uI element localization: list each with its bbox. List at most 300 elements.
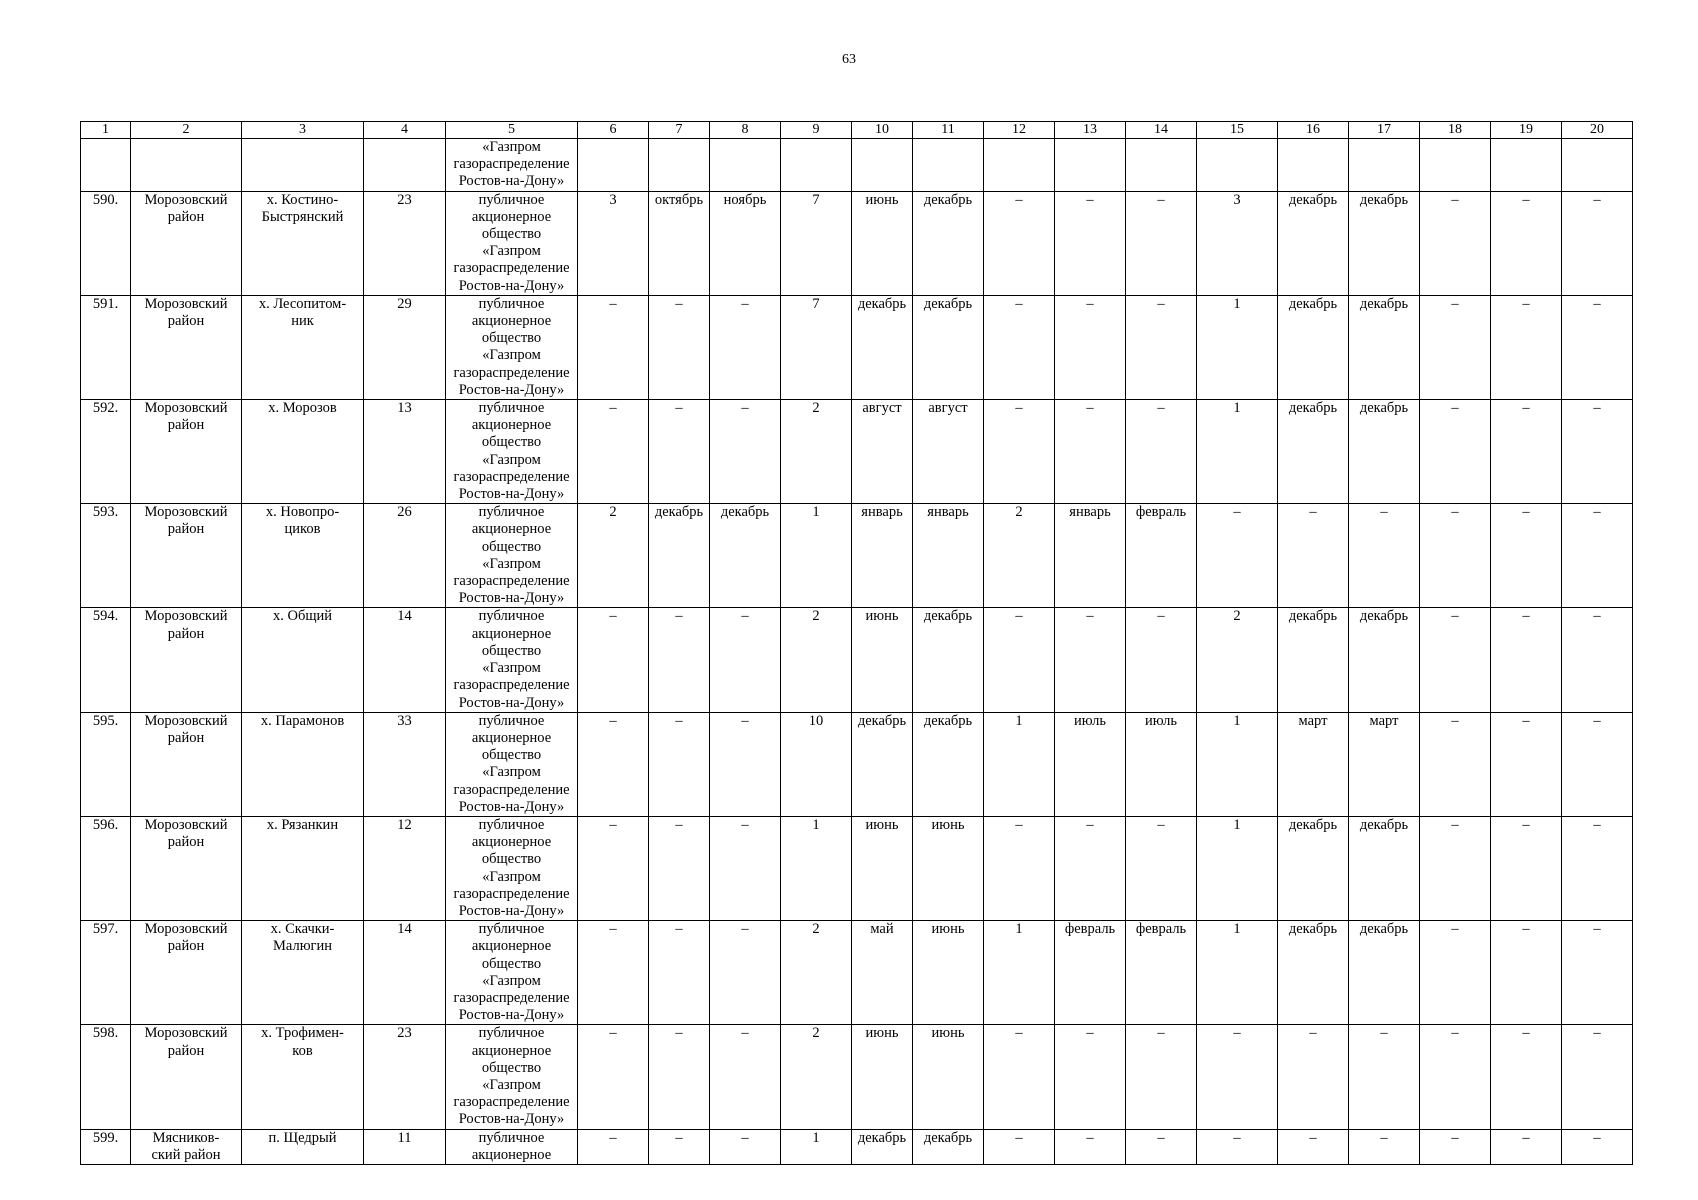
- cell-line: Морозовский: [144, 1025, 228, 1042]
- cell-col-14: –: [1126, 608, 1197, 712]
- count-cell: 12: [364, 816, 446, 920]
- cell-col-8: –: [710, 400, 781, 504]
- cell-col-17: декабрь: [1349, 400, 1420, 504]
- cell-line: газораспределение: [453, 156, 570, 173]
- cell-col-15: –: [1197, 504, 1278, 608]
- cell-line: общество: [481, 1059, 542, 1076]
- cell-col-16: декабрь: [1278, 816, 1349, 920]
- cell-line: акционерное: [471, 208, 552, 225]
- cell-line: район: [167, 208, 205, 225]
- cell-col-9: 7: [781, 295, 852, 399]
- cell-col-20: –: [1562, 295, 1633, 399]
- settlement-cell: [242, 712, 364, 816]
- district-cell: [131, 816, 242, 920]
- district-cell: [131, 712, 242, 816]
- cell-line: Малюгин: [273, 938, 332, 955]
- cell-line: общество: [481, 955, 542, 972]
- cell-col-17: декабрь: [1349, 191, 1420, 295]
- cell-line: «Газпром: [482, 764, 541, 781]
- column-header-13: 13: [1055, 122, 1126, 139]
- cell-col-15: 3: [1197, 191, 1278, 295]
- cell-col-11: август: [913, 400, 984, 504]
- cell-col-7: –: [649, 816, 710, 920]
- district-cell: [131, 504, 242, 608]
- cell-line: акционерное: [471, 834, 552, 851]
- cell-col-11: июнь: [913, 816, 984, 920]
- cell-line: Ростов-на-Дону»: [458, 277, 565, 294]
- cell-line: общество: [481, 747, 542, 764]
- column-header-7: 7: [649, 122, 710, 139]
- column-header-15: 15: [1197, 122, 1278, 139]
- cell-col-18: –: [1420, 1129, 1491, 1164]
- cell-col-16: [1278, 139, 1349, 192]
- cell-col-9: [781, 139, 852, 192]
- cell-col-12: –: [984, 608, 1055, 712]
- row-number: 593.: [81, 504, 131, 608]
- cell-col-6: [578, 139, 649, 192]
- column-header-19: 19: [1491, 122, 1562, 139]
- cell-line: ков: [292, 1042, 313, 1059]
- cell-col-13: –: [1055, 295, 1126, 399]
- cell-line: «Газпром: [482, 451, 541, 468]
- count-cell: 11: [364, 1129, 446, 1164]
- cell-col-5: [446, 139, 578, 192]
- cell-line: «Газпром: [482, 972, 541, 989]
- cell-line: Быстрянский: [261, 208, 344, 225]
- cell-col-19: –: [1491, 400, 1562, 504]
- row-number: 597.: [81, 921, 131, 1025]
- cell-line: газораспределение: [453, 1094, 570, 1111]
- cell-col-19: –: [1491, 295, 1562, 399]
- cell-line: газораспределение: [453, 677, 570, 694]
- cell-line: х. Скачки-: [270, 921, 335, 938]
- cell-col-15: 2: [1197, 608, 1278, 712]
- table-row: [81, 712, 1633, 816]
- cell-col-8: –: [710, 1025, 781, 1129]
- cell-line: «Газпром: [482, 347, 541, 364]
- table-body: [81, 139, 1633, 1165]
- district-cell: [131, 400, 242, 504]
- cell-col-10: январь: [852, 504, 913, 608]
- cell-col-18: –: [1420, 608, 1491, 712]
- cell-line: х. Лесопитом-: [258, 295, 347, 312]
- count-cell: 33: [364, 712, 446, 816]
- cell-line: Ростов-на-Дону»: [458, 1111, 565, 1128]
- cell-col-9: 2: [781, 608, 852, 712]
- settlement-cell: [242, 504, 364, 608]
- cell-col-19: –: [1491, 504, 1562, 608]
- cell-line: район: [167, 938, 205, 955]
- cell-col-7: –: [649, 712, 710, 816]
- settlement-cell: [242, 608, 364, 712]
- cell-col-15: [1197, 139, 1278, 192]
- cell-col-11: декабрь: [913, 712, 984, 816]
- cell-col-8: [710, 139, 781, 192]
- column-header-12: 12: [984, 122, 1055, 139]
- cell-col-15: 1: [1197, 400, 1278, 504]
- cell-line: Ростов-на-Дону»: [458, 902, 565, 919]
- cell-col-15: –: [1197, 1025, 1278, 1129]
- table-row: [81, 816, 1633, 920]
- cell-col-4: [364, 139, 446, 192]
- cell-col-12: –: [984, 191, 1055, 295]
- district-cell: [131, 921, 242, 1025]
- cell-col-13: –: [1055, 400, 1126, 504]
- cell-col-17: декабрь: [1349, 816, 1420, 920]
- page-number: 63: [842, 52, 856, 67]
- settlement-cell: [242, 1025, 364, 1129]
- cell-col-19: –: [1491, 1025, 1562, 1129]
- cell-line: х. Трофимен-: [261, 1025, 344, 1042]
- cell-col-12: 1: [984, 712, 1055, 816]
- cell-col-18: –: [1420, 712, 1491, 816]
- cell-col-14: –: [1126, 1025, 1197, 1129]
- cell-line: Морозовский: [144, 504, 228, 521]
- column-header-8: 8: [710, 122, 781, 139]
- column-header-3: 3: [242, 122, 364, 139]
- cell-line: район: [167, 1042, 205, 1059]
- cell-col-11: [913, 139, 984, 192]
- cell-col-6: –: [578, 400, 649, 504]
- organization-cell: [446, 1129, 578, 1164]
- cell-col-18: –: [1420, 295, 1491, 399]
- cell-col-9: 10: [781, 712, 852, 816]
- cell-line: газораспределение: [453, 781, 570, 798]
- row-number: 594.: [81, 608, 131, 712]
- cell-line: х. Морозов: [268, 400, 337, 417]
- cell-col-8: –: [710, 921, 781, 1025]
- cell-line: Морозовский: [144, 191, 228, 208]
- cell-line: газораспределение: [453, 989, 570, 1006]
- cell-col-7: –: [649, 295, 710, 399]
- table-row: [81, 400, 1633, 504]
- cell-col-18: [1420, 139, 1491, 192]
- cell-col-9: 1: [781, 1129, 852, 1164]
- organization-cell: [446, 295, 578, 399]
- cell-col-16: –: [1278, 1129, 1349, 1164]
- cell-col-16: март: [1278, 712, 1349, 816]
- cell-col-16: декабрь: [1278, 608, 1349, 712]
- settlement-cell: [242, 400, 364, 504]
- cell-col-8: декабрь: [710, 504, 781, 608]
- count-cell: 13: [364, 400, 446, 504]
- cell-line: ник: [291, 313, 314, 330]
- cell-col-17: –: [1349, 1129, 1420, 1164]
- cell-line: х. Парамонов: [260, 712, 345, 729]
- cell-line: общество: [481, 851, 542, 868]
- cell-col-14: июль: [1126, 712, 1197, 816]
- cell-col-6: –: [578, 295, 649, 399]
- cell-col-12: –: [984, 400, 1055, 504]
- cell-col-20: –: [1562, 1025, 1633, 1129]
- cell-line: газораспределение: [453, 260, 570, 277]
- cell-col-17: декабрь: [1349, 295, 1420, 399]
- cell-col-13: [1055, 139, 1126, 192]
- cell-col-12: 2: [984, 504, 1055, 608]
- cell-line: х. Новопро-: [265, 504, 340, 521]
- cell-line: акционерное: [471, 625, 552, 642]
- column-header-14: 14: [1126, 122, 1197, 139]
- cell-col-11: декабрь: [913, 1129, 984, 1164]
- cell-col-12: –: [984, 295, 1055, 399]
- cell-col-8: –: [710, 1129, 781, 1164]
- column-header-4: 4: [364, 122, 446, 139]
- cell-col-18: –: [1420, 1025, 1491, 1129]
- cell-col-13: июль: [1055, 712, 1126, 816]
- cell-col-9: 2: [781, 1025, 852, 1129]
- cell-col-7: [649, 139, 710, 192]
- cell-col-18: –: [1420, 504, 1491, 608]
- cell-col-20: –: [1562, 608, 1633, 712]
- row-number: 592.: [81, 400, 131, 504]
- table-row: [81, 921, 1633, 1025]
- cell-col-19: [1491, 139, 1562, 192]
- row-number: 598.: [81, 1025, 131, 1129]
- column-header-2: 2: [131, 122, 242, 139]
- cell-line: х. Рязанкин: [266, 816, 339, 833]
- cell-col-13: январь: [1055, 504, 1126, 608]
- cell-col-18: –: [1420, 816, 1491, 920]
- cell-line: Ростов-на-Дону»: [458, 590, 565, 607]
- column-header-18: 18: [1420, 122, 1491, 139]
- cell-col-9: 1: [781, 504, 852, 608]
- cell-line: «Газпром: [482, 1076, 541, 1093]
- header-row: [81, 122, 1633, 139]
- cell-line: акционерное: [471, 1042, 552, 1059]
- cell-col-1: [81, 139, 131, 192]
- cell-line: Морозовский: [144, 400, 228, 417]
- cell-col-12: [984, 139, 1055, 192]
- column-header-16: 16: [1278, 122, 1349, 139]
- cell-line: район: [167, 313, 205, 330]
- organization-cell: [446, 608, 578, 712]
- cell-col-18: –: [1420, 400, 1491, 504]
- table-row: [81, 504, 1633, 608]
- settlement-cell: [242, 191, 364, 295]
- cell-col-9: 2: [781, 921, 852, 1025]
- table-row: [81, 295, 1633, 399]
- cell-line: циков: [284, 521, 321, 538]
- count-cell: 29: [364, 295, 446, 399]
- cell-col-6: –: [578, 816, 649, 920]
- cell-col-18: –: [1420, 921, 1491, 1025]
- cell-col-20: –: [1562, 504, 1633, 608]
- cell-line: «Газпром: [482, 555, 541, 572]
- column-header-17: 17: [1349, 122, 1420, 139]
- cell-line: публичное: [478, 1025, 545, 1042]
- cell-col-16: декабрь: [1278, 295, 1349, 399]
- cell-line: Ростов-на-Дону»: [458, 798, 565, 815]
- cell-col-20: –: [1562, 712, 1633, 816]
- cell-col-14: февраль: [1126, 921, 1197, 1025]
- cell-col-19: –: [1491, 1129, 1562, 1164]
- table-row: [81, 191, 1633, 295]
- column-header-5: 5: [446, 122, 578, 139]
- count-cell: 14: [364, 921, 446, 1025]
- cell-line: публичное: [478, 816, 545, 833]
- cell-line: Морозовский: [144, 712, 228, 729]
- cell-col-9: 1: [781, 816, 852, 920]
- cell-line: акционерное: [471, 938, 552, 955]
- cell-col-6: –: [578, 1025, 649, 1129]
- cell-line: публичное: [478, 712, 545, 729]
- cell-col-10: [852, 139, 913, 192]
- cell-col-17: март: [1349, 712, 1420, 816]
- column-header-20: 20: [1562, 122, 1633, 139]
- cell-col-9: 2: [781, 400, 852, 504]
- cell-line: публичное: [478, 400, 545, 417]
- cell-col-9: 7: [781, 191, 852, 295]
- cell-line: акционерное: [471, 521, 552, 538]
- cell-col-20: –: [1562, 921, 1633, 1025]
- count-cell: 26: [364, 504, 446, 608]
- data-table: [80, 121, 1633, 1165]
- column-header-11: 11: [913, 122, 984, 139]
- cell-line: Ростов-на-Дону»: [458, 486, 565, 503]
- column-header-10: 10: [852, 122, 913, 139]
- cell-line: п. Щедрый: [268, 1129, 337, 1146]
- cell-col-16: декабрь: [1278, 191, 1349, 295]
- cell-col-14: –: [1126, 400, 1197, 504]
- settlement-cell: [242, 295, 364, 399]
- count-cell: 23: [364, 1025, 446, 1129]
- organization-cell: [446, 1025, 578, 1129]
- cell-line: х. Костино-: [266, 191, 339, 208]
- cell-line: акционерное: [471, 417, 552, 434]
- cell-col-6: –: [578, 921, 649, 1025]
- cell-line: Ростов-на-Дону»: [458, 694, 565, 711]
- cell-line: общество: [481, 538, 542, 555]
- column-header-1: 1: [81, 122, 131, 139]
- cell-col-20: –: [1562, 1129, 1633, 1164]
- district-cell: [131, 608, 242, 712]
- cell-line: Морозовский: [144, 921, 228, 938]
- organization-cell: [446, 816, 578, 920]
- cell-line: публичное: [478, 295, 545, 312]
- cell-col-13: –: [1055, 191, 1126, 295]
- cell-col-7: –: [649, 400, 710, 504]
- row-number: 590.: [81, 191, 131, 295]
- cell-line: х. Общий: [272, 608, 333, 625]
- row-number: 599.: [81, 1129, 131, 1164]
- organization-cell: [446, 712, 578, 816]
- cell-line: общество: [481, 434, 542, 451]
- cell-col-19: –: [1491, 608, 1562, 712]
- cell-line: газораспределение: [453, 468, 570, 485]
- cell-col-7: декабрь: [649, 504, 710, 608]
- cell-line: газораспределение: [453, 573, 570, 590]
- cell-line: общество: [481, 330, 542, 347]
- cell-col-13: –: [1055, 1025, 1126, 1129]
- table-row: [81, 1129, 1633, 1164]
- cell-col-11: июнь: [913, 1025, 984, 1129]
- cell-line: публичное: [478, 608, 545, 625]
- cell-col-12: 1: [984, 921, 1055, 1025]
- settlement-cell: [242, 921, 364, 1025]
- cell-col-16: –: [1278, 1025, 1349, 1129]
- cell-line: Морозовский: [144, 816, 228, 833]
- cell-col-17: декабрь: [1349, 921, 1420, 1025]
- district-cell: [131, 295, 242, 399]
- cell-col-19: –: [1491, 921, 1562, 1025]
- cell-col-20: –: [1562, 400, 1633, 504]
- cell-col-7: октябрь: [649, 191, 710, 295]
- cell-col-10: июнь: [852, 191, 913, 295]
- cell-col-16: –: [1278, 504, 1349, 608]
- cell-col-17: декабрь: [1349, 608, 1420, 712]
- cell-line: публичное: [478, 1129, 545, 1146]
- cell-col-11: январь: [913, 504, 984, 608]
- cell-col-17: [1349, 139, 1420, 192]
- cell-line: акционерное: [471, 729, 552, 746]
- cell-col-6: –: [578, 1129, 649, 1164]
- cell-line: «Газпром: [482, 243, 541, 260]
- table-row: [81, 1025, 1633, 1129]
- cell-col-13: –: [1055, 816, 1126, 920]
- cell-line: район: [167, 417, 205, 434]
- cell-col-12: –: [984, 1129, 1055, 1164]
- cell-col-15: 1: [1197, 816, 1278, 920]
- cell-col-11: декабрь: [913, 608, 984, 712]
- cell-line: район: [167, 834, 205, 851]
- column-header-9: 9: [781, 122, 852, 139]
- cell-line: ский район: [151, 1146, 221, 1163]
- cell-col-11: июнь: [913, 921, 984, 1025]
- row-number: 595.: [81, 712, 131, 816]
- cell-line: Ростов-на-Дону»: [458, 1007, 565, 1024]
- count-cell: 14: [364, 608, 446, 712]
- cell-col-10: декабрь: [852, 712, 913, 816]
- cell-col-7: –: [649, 1129, 710, 1164]
- cell-col-16: декабрь: [1278, 921, 1349, 1025]
- cell-col-18: –: [1420, 191, 1491, 295]
- cell-col-11: декабрь: [913, 295, 984, 399]
- cell-line: газораспределение: [453, 364, 570, 381]
- cell-line: район: [167, 729, 205, 746]
- cell-col-14: –: [1126, 295, 1197, 399]
- cell-col-14: –: [1126, 1129, 1197, 1164]
- cell-col-16: декабрь: [1278, 400, 1349, 504]
- cell-line: «Газпром: [482, 660, 541, 677]
- cell-col-7: –: [649, 1025, 710, 1129]
- cell-col-20: [1562, 139, 1633, 192]
- cell-col-15: –: [1197, 1129, 1278, 1164]
- cell-line: публичное: [478, 191, 545, 208]
- cell-col-12: –: [984, 1025, 1055, 1129]
- cell-col-20: –: [1562, 191, 1633, 295]
- cell-col-10: август: [852, 400, 913, 504]
- cell-col-6: –: [578, 712, 649, 816]
- cell-col-3: [242, 139, 364, 192]
- cell-line: «Газпром: [482, 868, 541, 885]
- cell-line: газораспределение: [453, 885, 570, 902]
- cell-col-6: 3: [578, 191, 649, 295]
- cell-line: Мясников-: [152, 1129, 220, 1146]
- cell-col-11: декабрь: [913, 191, 984, 295]
- settlement-cell: [242, 1129, 364, 1164]
- cell-col-14: –: [1126, 191, 1197, 295]
- cell-col-8: ноябрь: [710, 191, 781, 295]
- cell-col-15: 1: [1197, 712, 1278, 816]
- cell-line: район: [167, 521, 205, 538]
- cell-col-10: июнь: [852, 608, 913, 712]
- organization-cell: [446, 191, 578, 295]
- cell-line: Морозовский: [144, 295, 228, 312]
- cell-line: общество: [481, 642, 542, 659]
- cell-line: «Газпром: [482, 139, 541, 155]
- cell-col-7: –: [649, 921, 710, 1025]
- cell-line: публичное: [478, 504, 545, 521]
